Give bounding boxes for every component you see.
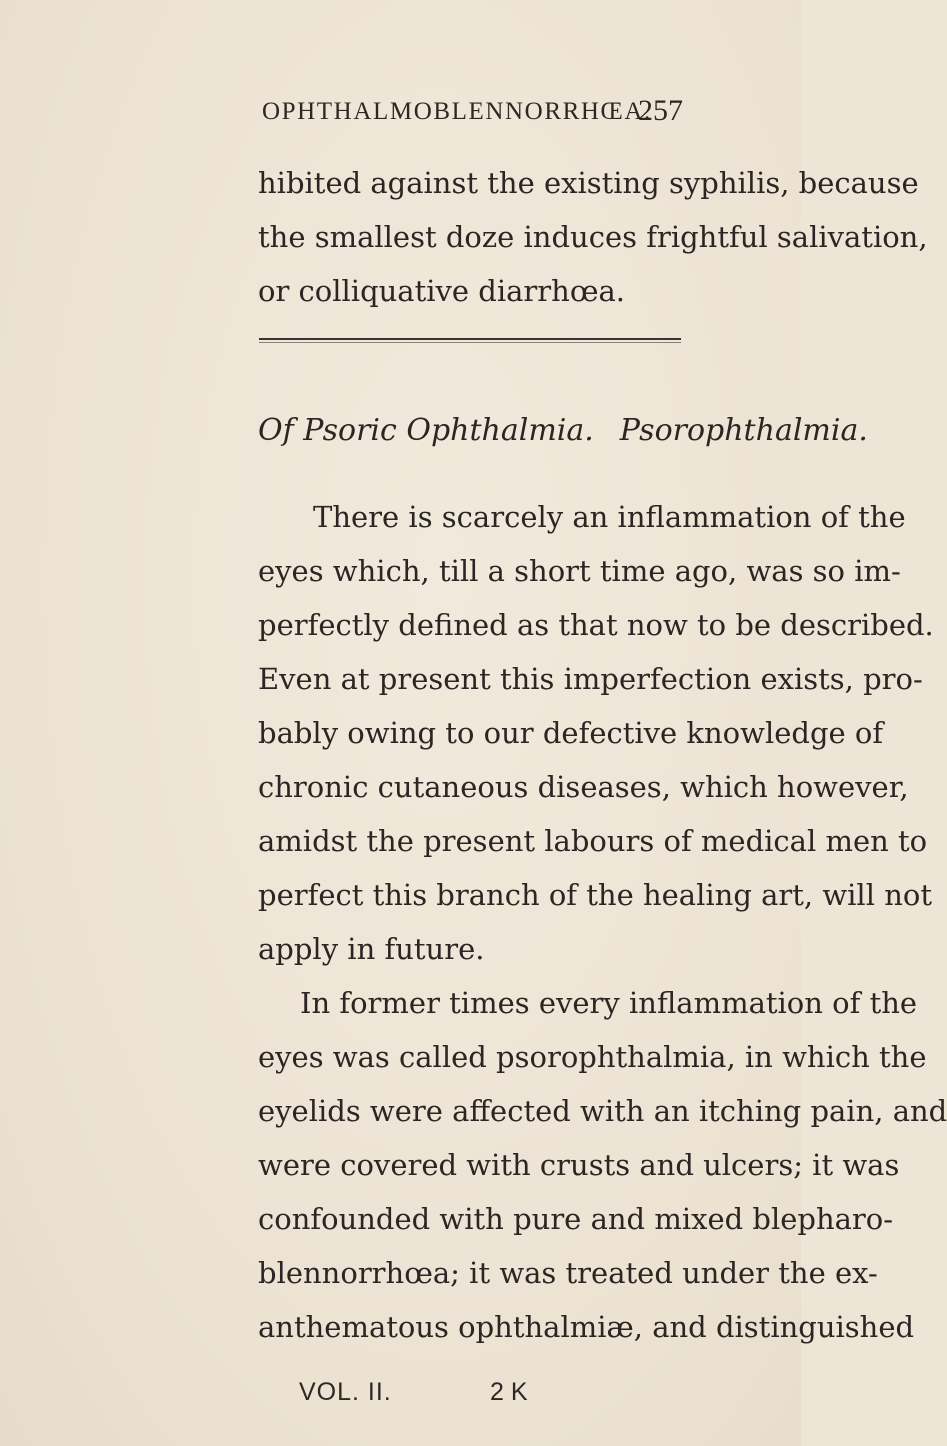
text-line: amidst the present labours of medical men to [258,824,928,858]
text-line: eyes which, till a short time ago, was so im- [258,554,901,588]
text-line: There is scarcely an inflammation of the [313,500,906,534]
running-title: OPHTHALMOBLENNORRHŒA. [262,98,652,125]
section-heading [258,408,868,454]
section-divider [259,338,681,340]
section-heading-english: Of Psoric Ophthalmia. [258,413,594,448]
text-line: or colliquative diarrhœa. [258,274,626,308]
text-line: perfect this branch of the healing art, will not [258,878,932,912]
section-divider-thin [259,342,681,343]
text-line: the smallest doze induces frightful salivation, [258,220,928,254]
page-number: 257 [638,94,683,127]
text-line: blennorrhœa; it was treated under the ex- [258,1256,878,1290]
signature-mark: 2 K [490,1378,528,1406]
text-line: bably owing to our defective knowledge of [258,716,884,750]
text-line: anthematous ophthalmiæ, and distinguished [258,1310,915,1344]
text-line: perfectly defined as that now to be described. [258,608,934,642]
text-line: eyes was called psorophthalmia, in which the [258,1040,927,1074]
text-line: Even at present this imperfection exists, pro- [258,662,923,696]
section-heading-latin: Psorophthalmia. [619,413,868,448]
text-line: eyelids were affected with an itching pain, and [258,1094,947,1128]
text-line: were covered with crusts and ulcers; it was [258,1148,900,1182]
text-line: apply in future. [258,932,485,966]
text-line: hibited against the existing syphilis, because [258,166,919,200]
text-line: chronic cutaneous diseases, which however, [258,770,909,804]
text-line: In former times every inflammation of the [300,986,918,1020]
text-line: confounded with pure and mixed blepharo- [258,1202,894,1236]
volume-mark: VOL. II. [299,1378,392,1406]
